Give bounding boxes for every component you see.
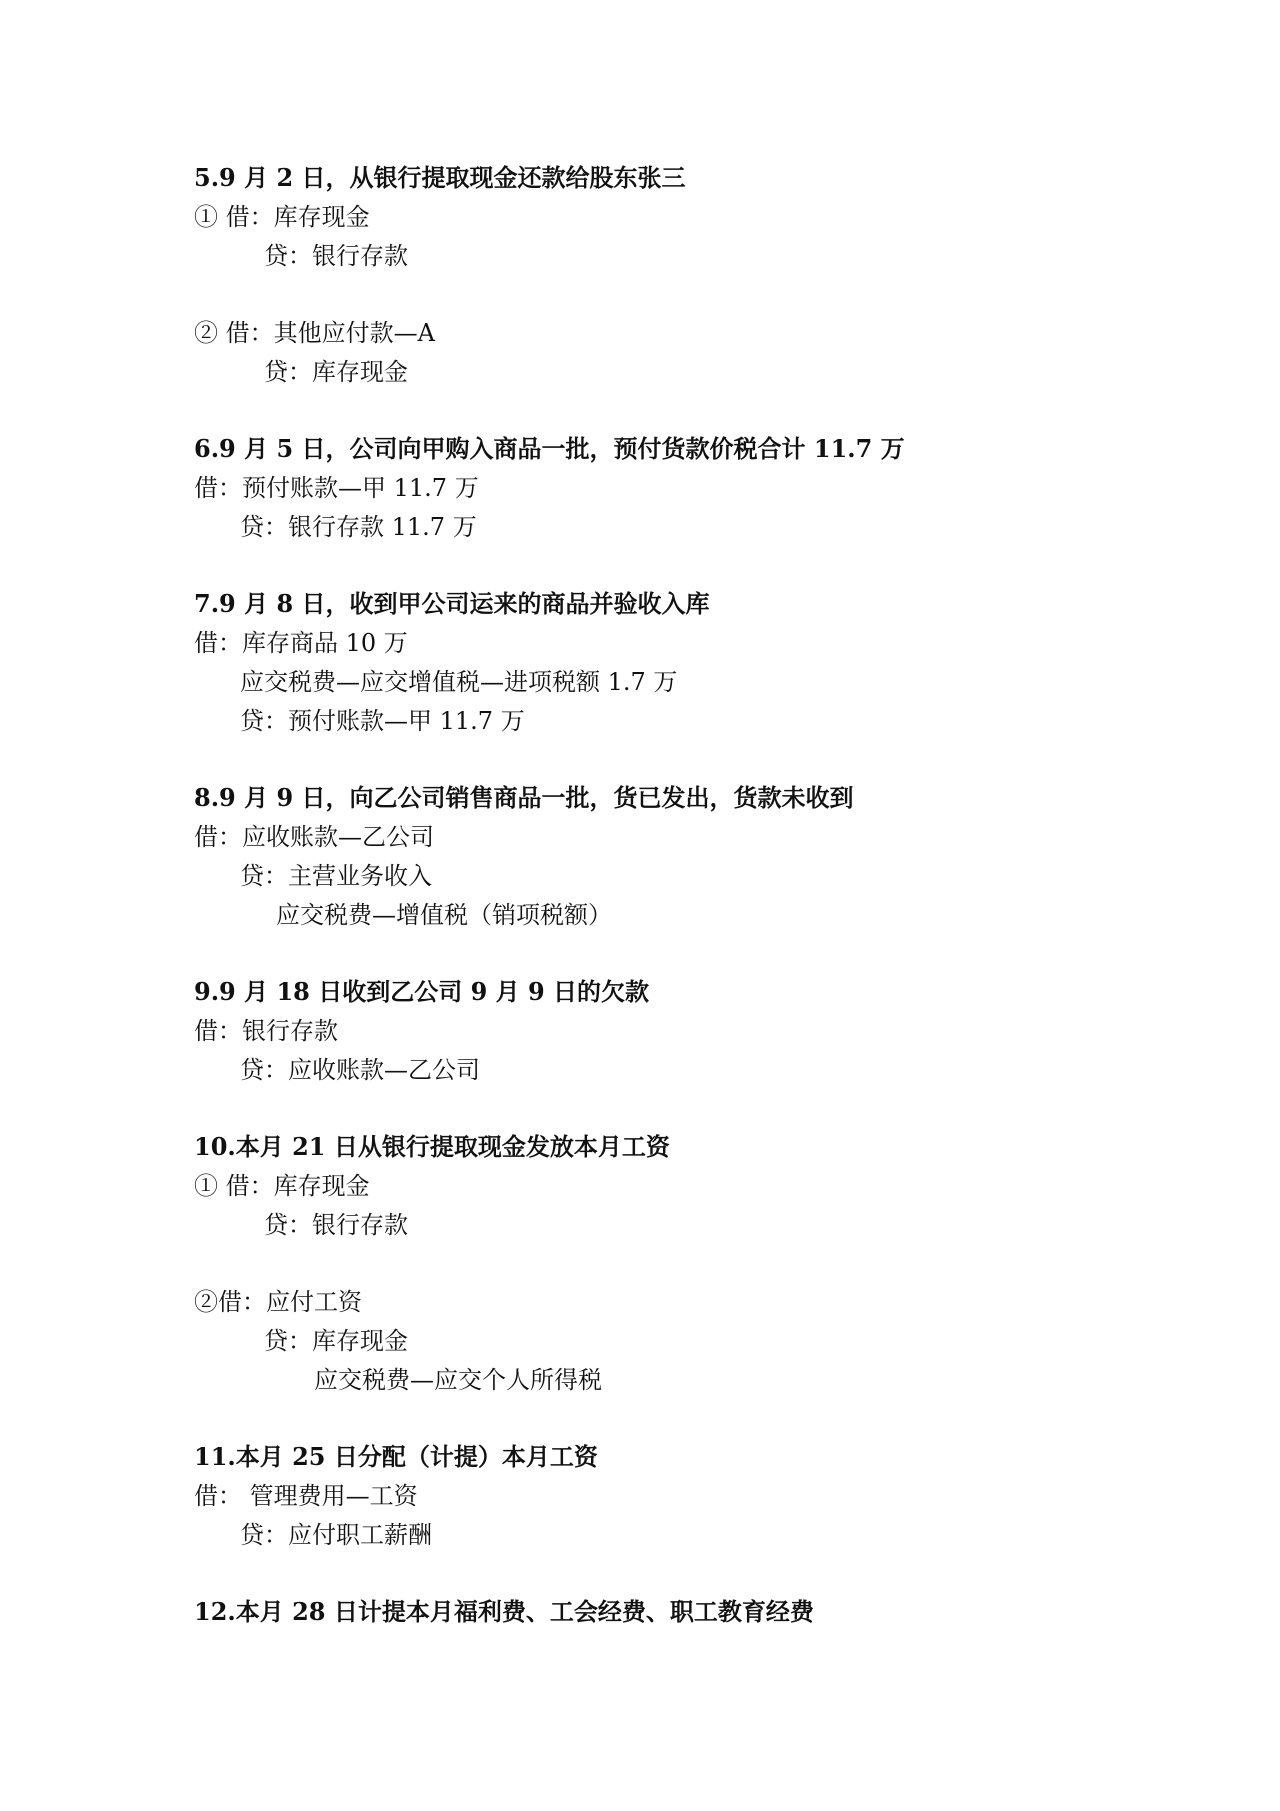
entry-12-title: 12.本月 28 日计提本月福利费、工会经费、职工教育经费	[194, 1597, 814, 1626]
entry-11-title: 11.本月 25 日分配（计提）本月工资	[194, 1442, 598, 1471]
entry-6-line-2: 贷：银行存款 11.7 万	[240, 513, 477, 541]
entry-11-line-1: 借： 管理费用—工资	[194, 1482, 418, 1510]
entry-8-line-3: 应交税费—增值税（销项税额）	[276, 901, 612, 929]
entry-8-title: 8.9 月 9 日，向乙公司销售商品一批，货已发出，货款未收到	[194, 783, 854, 812]
entry-7-line-3: 贷：预付账款—甲 11.7 万	[240, 707, 525, 735]
entry-10-title: 10.本月 21 日从银行提取现金发放本月工资	[194, 1132, 670, 1161]
entry-6-title: 6.9 月 5 日，公司向甲购入商品一批，预付货款价税合计 11.7 万	[194, 434, 905, 463]
entry-5-line-3: ② 借：其他应付款—A	[194, 319, 435, 347]
entry-5-line-4: 贷：库存现金	[264, 358, 408, 386]
entry-5-title: 5.9 月 2 日，从银行提取现金还款给股东张三	[194, 163, 686, 192]
entry-10-line-5: 应交税费—应交个人所得税	[314, 1366, 602, 1394]
entry-9-title: 9.9 月 18 日收到乙公司 9 月 9 日的欠款	[194, 977, 650, 1006]
entry-10-line-2: 贷：银行存款	[264, 1211, 408, 1239]
entry-9-line-1: 借：银行存款	[194, 1017, 338, 1045]
entry-7-line-1: 借：库存商品 10 万	[194, 629, 408, 657]
entry-9-line-2: 贷：应收账款—乙公司	[240, 1056, 480, 1084]
entry-7-title: 7.9 月 8 日，收到甲公司运来的商品并验收入库	[194, 589, 710, 618]
entry-10-line-1: ① 借：库存现金	[194, 1172, 370, 1200]
entry-8-line-1: 借：应收账款—乙公司	[194, 823, 434, 851]
entry-10-line-4: 贷：库存现金	[264, 1327, 408, 1355]
entry-6-line-1: 借：预付账款—甲 11.7 万	[194, 474, 479, 502]
entry-10-line-3: ②借：应付工资	[194, 1288, 362, 1316]
entry-5-line-1: ① 借：库存现金	[194, 203, 370, 231]
entry-11-line-2: 贷：应付职工薪酬	[240, 1521, 432, 1549]
entry-5-line-2: 贷：银行存款	[264, 242, 408, 270]
entry-8-line-2: 贷：主营业务收入	[240, 862, 432, 890]
entry-7-line-2: 应交税费—应交增值税—进项税额 1.7 万	[240, 668, 678, 696]
